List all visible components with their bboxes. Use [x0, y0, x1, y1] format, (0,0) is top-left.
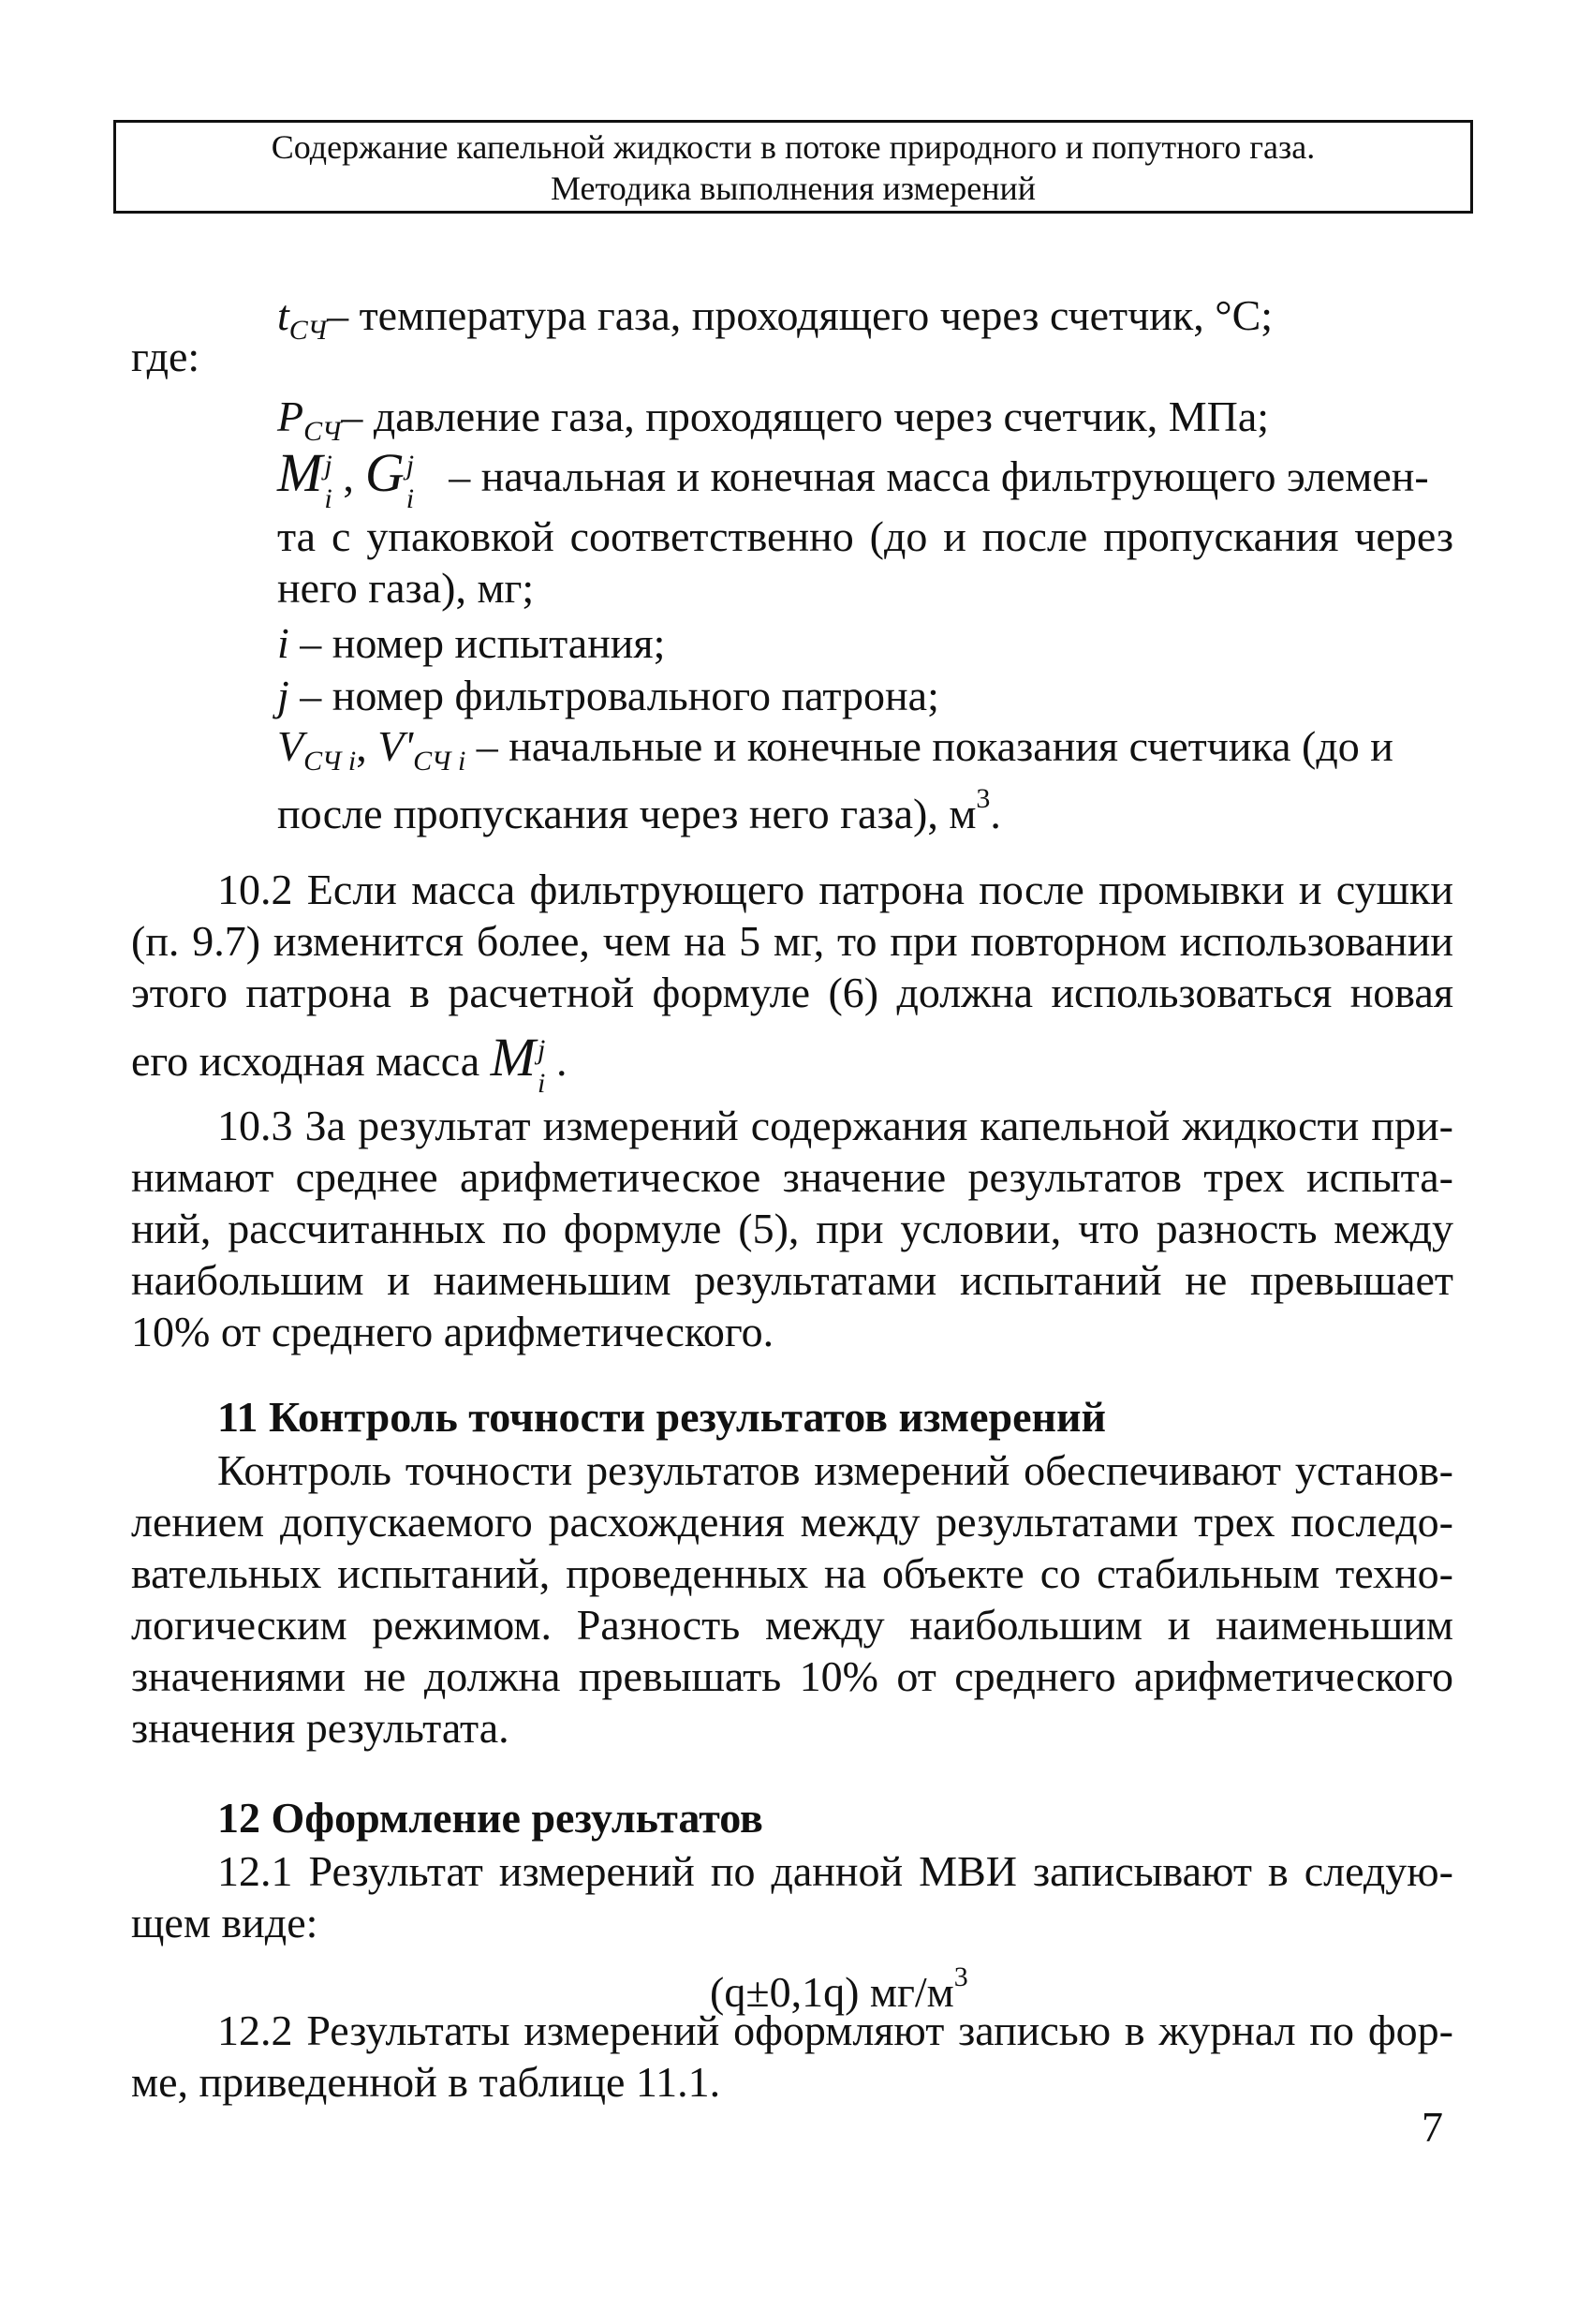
g-subscript: i — [405, 483, 415, 514]
m-symbol: M — [277, 442, 323, 503]
mg-line3: него газа), мг; — [277, 564, 535, 612]
v-line2-superscript: 3 — [976, 783, 991, 814]
t-subscript: СЧ — [288, 315, 328, 346]
g-superscript: j — [405, 450, 415, 481]
s11-line3: вательных испытаний, проведенных на объекте со стабильным техно- — [131, 1549, 1453, 1597]
p12-1-line2: щем виде: — [131, 1899, 318, 1947]
section-11-heading: 11 Контроль точности результатов измерений — [217, 1393, 1107, 1441]
formula-superscript: 3 — [953, 1961, 968, 1992]
v2-symbol: V' — [377, 722, 414, 770]
p10-2-line4: его исходная масса — [131, 1037, 480, 1085]
v2-subscript: СЧ i — [413, 746, 466, 777]
p12-2-line2: ме, приведенной в таблице 11.1. — [131, 2058, 721, 2106]
section-12-heading: 12 Оформление результатов — [217, 1794, 763, 1842]
legend-i — [277, 618, 665, 669]
p10-2-line1: 10.2 Если масса фильтрующего патрона после промывки и сушки — [217, 866, 1453, 913]
m-subscript: i — [324, 483, 332, 514]
g-symbol: G — [364, 442, 405, 503]
p10-3-line5: 10% от среднего арифметического. — [131, 1308, 774, 1355]
p-description: – давление газа, проходящего через счетчик, МПа; — [341, 392, 1270, 440]
page-number: 7 — [1422, 2103, 1443, 2151]
v-line2-end: . — [990, 790, 1001, 837]
p10-2-line2: (п. 9.7) изменится более, чем на 5 мг, то при повторном использовании — [131, 917, 1453, 965]
p10-2-m-superscript: j — [537, 1034, 546, 1065]
legend-mg: M j i , G j i – начальная и конечная масса фильтрующего элемен- — [277, 448, 1453, 502]
v-line2: после пропускания через него газа), м — [277, 790, 977, 837]
p10-3-line4: наибольшим и наименьшим результатами испытаний не превышает — [131, 1256, 1453, 1304]
p-subscript: СЧ — [303, 416, 342, 447]
p10-2-line3: этого патрона в расчетной формуле (6) должна использоваться новая — [131, 969, 1453, 1016]
mg-description: – начальная и конечная масса фильтрующего элемен- — [449, 452, 1429, 500]
j-description: – номер фильтровального патрона; — [300, 672, 939, 719]
v-subscript: СЧ i — [303, 746, 357, 777]
p10-3-line3: ний, рассчитанных по формуле (5), при условии, что разность между — [131, 1205, 1453, 1252]
s11-line2: лением допускаемого расхождения между результатами трех последо- — [131, 1498, 1453, 1546]
paragraph-10-2 — [131, 864, 1453, 1018]
v-symbol: V — [277, 722, 304, 770]
p-symbol: P — [277, 392, 304, 440]
header-title-line2: Методика выполнения измерений — [550, 170, 1037, 207]
p10-2-m-subscript: i — [537, 1068, 546, 1099]
p12-1-line1: 12.1 Результат измерений по данной МВИ записывают в следую- — [217, 1847, 1453, 1895]
formula-text: (q±0,1q) мг/м — [710, 1968, 954, 2016]
s11-line4: логическим режимом. Разность между наибольшим и наименьшим — [131, 1601, 1453, 1649]
p10-3-line1: 10.3 За результат измерений содержания капельной жидкости при- — [217, 1102, 1453, 1149]
legend-mg-continuation — [277, 511, 1453, 614]
where-label: где: — [131, 333, 200, 380]
s11-line5: значениями не должна превышать 10% от среднего арифметического — [131, 1652, 1453, 1700]
p12-2-line1: 12.2 Результаты измерений оформляют записью в журнал по фор- — [217, 2006, 1453, 2054]
mg-line2: та с упаковкой соответственно (до и после пропускания через — [277, 512, 1453, 560]
document-header — [113, 120, 1473, 214]
m-superscript: j — [324, 450, 332, 481]
s11-line1: Контроль точности результатов измерений обеспечивают установ- — [217, 1446, 1453, 1494]
header-title-line1: Содержание капельной жидкости в потоке природного и попутного газа. — [271, 128, 1316, 166]
paragraph-12-1 — [131, 1845, 1453, 1948]
section-11-body — [131, 1444, 1453, 1754]
s11-line6: значения результата. — [131, 1704, 509, 1752]
p10-2-m-symbol: M — [490, 1027, 536, 1088]
paragraph-10-3 — [131, 1100, 1453, 1357]
p10-2-end: . — [555, 1037, 568, 1085]
legend-t — [277, 290, 1273, 356]
p10-2-line4-wrap — [131, 1027, 568, 1099]
i-description: – номер испытания; — [300, 619, 666, 667]
t-symbol: t — [277, 291, 289, 339]
j-symbol: j — [277, 672, 289, 719]
p10-3-line2: нимают среднее арифметическое значение результатов трех испыта- — [131, 1153, 1453, 1201]
legend-j — [277, 671, 939, 721]
v-description: – начальные и конечные показания счетчика (до и — [476, 722, 1393, 770]
legend-v-continuation — [277, 774, 1001, 839]
paragraph-12-2 — [131, 2005, 1453, 2108]
t-description: – температура газа, проходящего через счетчик, °С; — [327, 291, 1274, 339]
legend-v: $V_{СЧ i}$, $V'_{СЧ i}$ – начальные и конечные показания счетчика (до и — [277, 722, 1393, 777]
i-symbol: i — [277, 619, 289, 667]
